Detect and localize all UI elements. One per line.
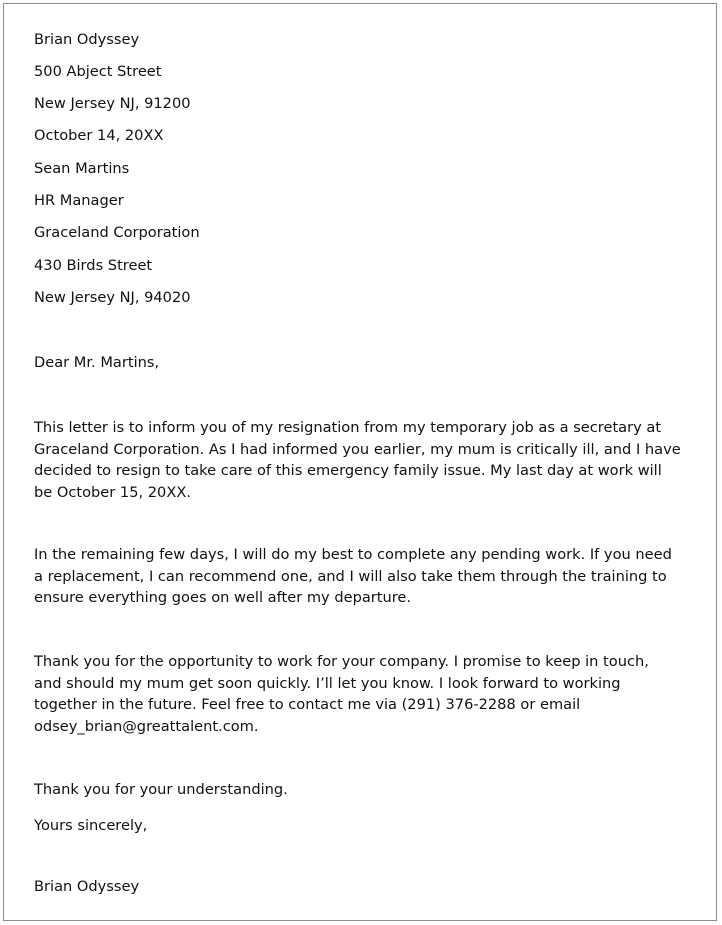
recipient-city: New Jersey NJ, 94020 <box>34 289 191 306</box>
paragraph-line: odsey_brian@greattalent.com. <box>34 717 259 735</box>
letter-date: October 14, 20XX <box>34 127 164 144</box>
recipient-company: Graceland Corporation <box>34 224 200 241</box>
thanks-line: Thank you for your understanding. <box>34 781 288 798</box>
recipient-name: Sean Martins <box>34 160 130 177</box>
paragraph-line: be October 15, 20XX. <box>34 483 191 501</box>
paragraph-line: This letter is to inform you of my resignation from my temporary job as a secretary at <box>34 419 662 436</box>
body-paragraph-1 <box>34 417 702 503</box>
paragraph-line: Thank you for the opportunity to work for your company. I promise to keep in touch, <box>34 653 649 670</box>
paragraph-line: a replacement, I can recommend one, and I will also take them through the training to <box>34 567 667 585</box>
sender-street: 500 Abject Street <box>34 63 162 80</box>
paragraph-line: ensure everything goes on well after my departure. <box>34 589 412 606</box>
sender-name: Brian Odyssey <box>34 31 140 48</box>
salutation: Dear Mr. Martins, <box>34 354 160 371</box>
paragraph-line: together in the future. Feel free to contact me via (291) 376-2288 or email <box>34 696 581 713</box>
sender-city: New Jersey NJ, 91200 <box>34 95 191 112</box>
closing: Yours sincerely, <box>34 817 148 834</box>
paragraph-line: Graceland Corporation. As I had informed you earlier, my mum is critically ill, and I have <box>34 440 681 458</box>
body-paragraph-2 <box>34 544 702 609</box>
paragraph-line: In the remaining few days, I will do my best to complete any pending work. If you need <box>34 546 672 563</box>
signature-name: Brian Odyssey <box>34 878 140 895</box>
recipient-title: HR Manager <box>34 192 124 209</box>
paragraph-line: and should my mum get soon quickly. I’ll let you know. I look forward to working <box>34 674 621 692</box>
paragraph-line: decided to resign to take care of this emergency family issue. My last day at work will <box>34 462 662 479</box>
body-paragraph-3 <box>34 651 702 737</box>
letter-page <box>3 3 717 921</box>
recipient-street: 430 Birds Street <box>34 257 153 274</box>
